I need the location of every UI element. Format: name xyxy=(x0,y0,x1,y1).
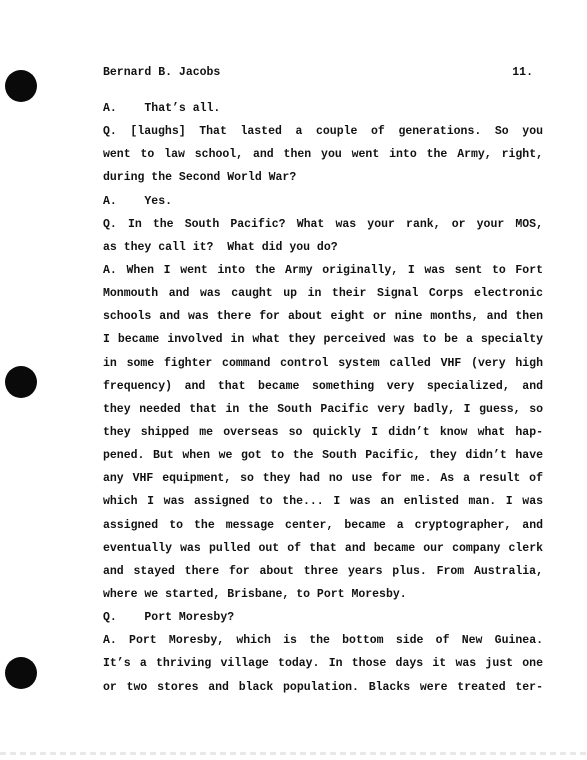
transcript-line: as they call it? What did you do? xyxy=(103,240,338,254)
transcript-line: went to law school, and then you went into the Army, right, xyxy=(103,148,543,162)
transcript-line: schools and was there for about eight or nine months, and then xyxy=(103,310,543,324)
transcript-line: any VHF equipment, so they had no use for me. As a result of xyxy=(103,472,543,486)
transcript-line: they needed that in the South Pacific very badly, I guess, so xyxy=(103,402,543,416)
transcript-line: which I was assigned to the... I was an enlisted man. I was xyxy=(103,495,543,509)
transcript-line: pened. But when we got to the South Pacific, they didn’t have xyxy=(103,449,543,463)
transcript-line: they shipped me overseas so quickly I didn’t know what hap- xyxy=(103,425,543,439)
transcript-line: A. That’s all. xyxy=(103,102,221,115)
binder-hole-top xyxy=(5,70,37,102)
transcript-line: eventually was pulled out of that and became our company clerk xyxy=(103,541,543,555)
scan-edge-artifact xyxy=(0,752,587,755)
transcript-line: assigned to the message center, became a cryptographer, and xyxy=(103,518,543,532)
transcript-line: in some fighter command control system called VHF (very high xyxy=(103,356,543,370)
transcript-line: Q. [laughs] That lasted a couple of generations. So you xyxy=(103,125,543,139)
binder-hole-middle xyxy=(5,366,37,398)
transcript-line: Q. In the South Pacific? What was your rank, or your MOS, xyxy=(103,217,543,231)
transcript-line: I became involved in what they perceived was to be a specialty xyxy=(103,333,543,347)
transcript-line: Monmouth and was caught up in their Signal Corps electronic xyxy=(103,287,543,301)
transcript-line: or two stores and black population. Blacks were treated ter- xyxy=(103,680,543,694)
transcript-line: A. Port Moresby, which is the bottom side of New Guinea. xyxy=(103,634,543,648)
transcript-body xyxy=(103,101,543,703)
binder-hole-bottom xyxy=(5,657,37,689)
transcript-line: frequency) and that became something very specialized, and xyxy=(103,379,543,393)
transcript-line: Q. Port Moresby? xyxy=(103,611,235,625)
page-number: 11. xyxy=(512,66,533,79)
transcript-line: A. Yes. xyxy=(103,194,173,208)
transcript-line: A. When I went into the Army originally, I was sent to Fort xyxy=(103,263,543,277)
transcript-line: during the Second World War? xyxy=(103,171,297,185)
interviewee-name: Bernard B. Jacobs xyxy=(103,66,221,79)
transcript-line: and stayed there for about three years plus. From Australia, xyxy=(103,564,543,578)
transcript-line: It’s a thriving village today. In those days it was just one xyxy=(103,657,543,671)
page-header xyxy=(103,66,533,82)
transcript-line: where we started, Brisbane, to Port Moresby. xyxy=(103,587,407,601)
